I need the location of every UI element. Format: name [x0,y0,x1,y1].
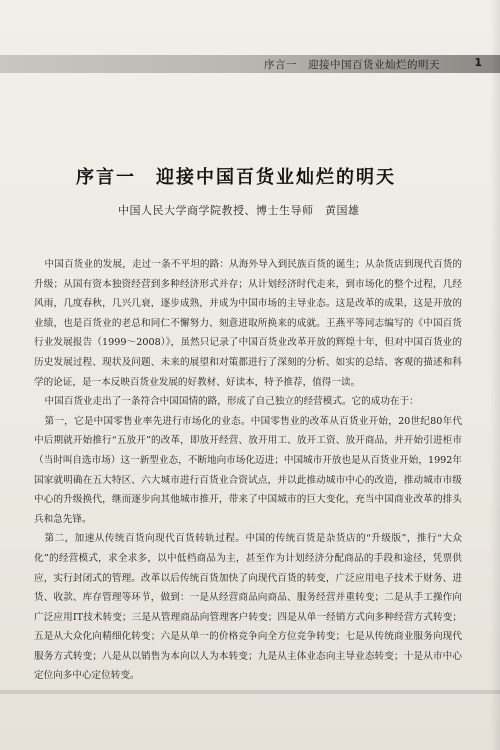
body-text [34,255,462,686]
page-number: 1 [474,56,482,69]
chapter-title: 序言一 迎接中国百货业灿烂的明天 [76,167,396,188]
paragraph: 第一，它是中国零售业率先进行市场化的业态。中国零售业的改革从百货业开始，20世纪80年代中后期就开始推行“五放开”的改革，即放开经营、放开用工、放开工资、放开商品，并开始引进柜市（当时叫自选市场）这一新型业态，不断地向市场化迈进；中国城市开放也是从百货业开始，1992年国家就明确在五大特区、六大城市进行百货业合资试点，并以此推动城市中心的改造，推动城市市级中心的升级换代，继而逐步向其他城市推开，带来了中国城市的巨大变化，充当中国商业改革的排头兵和急先锋。 [34,415,462,525]
paragraph: 中国百货业走出了一条符合中国国情的路，形成了自己独立的经营模式。它的成功在于： [44,396,419,408]
bottom-rule [0,690,500,694]
running-header-title: 序言一 迎接中国百货业灿烂的明天 [264,59,440,71]
paragraph: 第二，加速从传统百货向现代百货转轨过程。中国的传统百货是杂货店的“升级版”，推行“大众化”的经营模式，求全求多，以中低档商品为主，甚至作为计划经济分配商品的手段和途径，凭票供应，实行封闭式的管理。改革以后传统百货加快了向现代百货的转变，广泛应用电子技术于财务、进货、收款、库存管理等环节，做到：一是从经营商品向商品、服务经营并重转变；二是从手工操作向广泛应用IT技术转变；三是从管理商品向管理客户转变；四是从单一经销方式向多种经营方式转变；五是从大众化向精细化转变；六是从单一的价格竞争向全方位竞争转变；七是从传统商业服务向现代服务方式转变；八是从以销售为本向以人为本转变；九是从主体业态向主导业态转变；十是从市中心定位向多中心定位转变。 [34,533,462,682]
page-edge-shadow [490,0,500,750]
author-line: 中国人民大学商学院教授、博士生导师 黄国雄 [118,204,360,217]
paragraph: 中国百货业的发展，走过一条不平坦的路：从海外导入到民族百货的诞生；从杂货店到现代百货的升级；从国有资本独资经营到多种经济形式并存；从计划经济时代走来，到市场化的整个过程，几经风雨，几度春秋，几兴几衰，逐步成熟，并成为中国市场的主导业态。这是改革的成果，这是开放的业绩，也是百货业的老总和同仁不懈努力、刻意进取所换来的成就。王燕平等同志编写的《中国百货行业发展报告（1999～2008）》，虽然只记录了中国百货业改革开放的辉煌十年，但对中国百货业的历史发展过程、现状及问题、未来的展望和对策都进行了深刻的分析、如实的总结、客观的描述和科学的论证，是一本反映百货业发展的好教材、好读本，特予推荐，值得一读。 [34,259,462,388]
